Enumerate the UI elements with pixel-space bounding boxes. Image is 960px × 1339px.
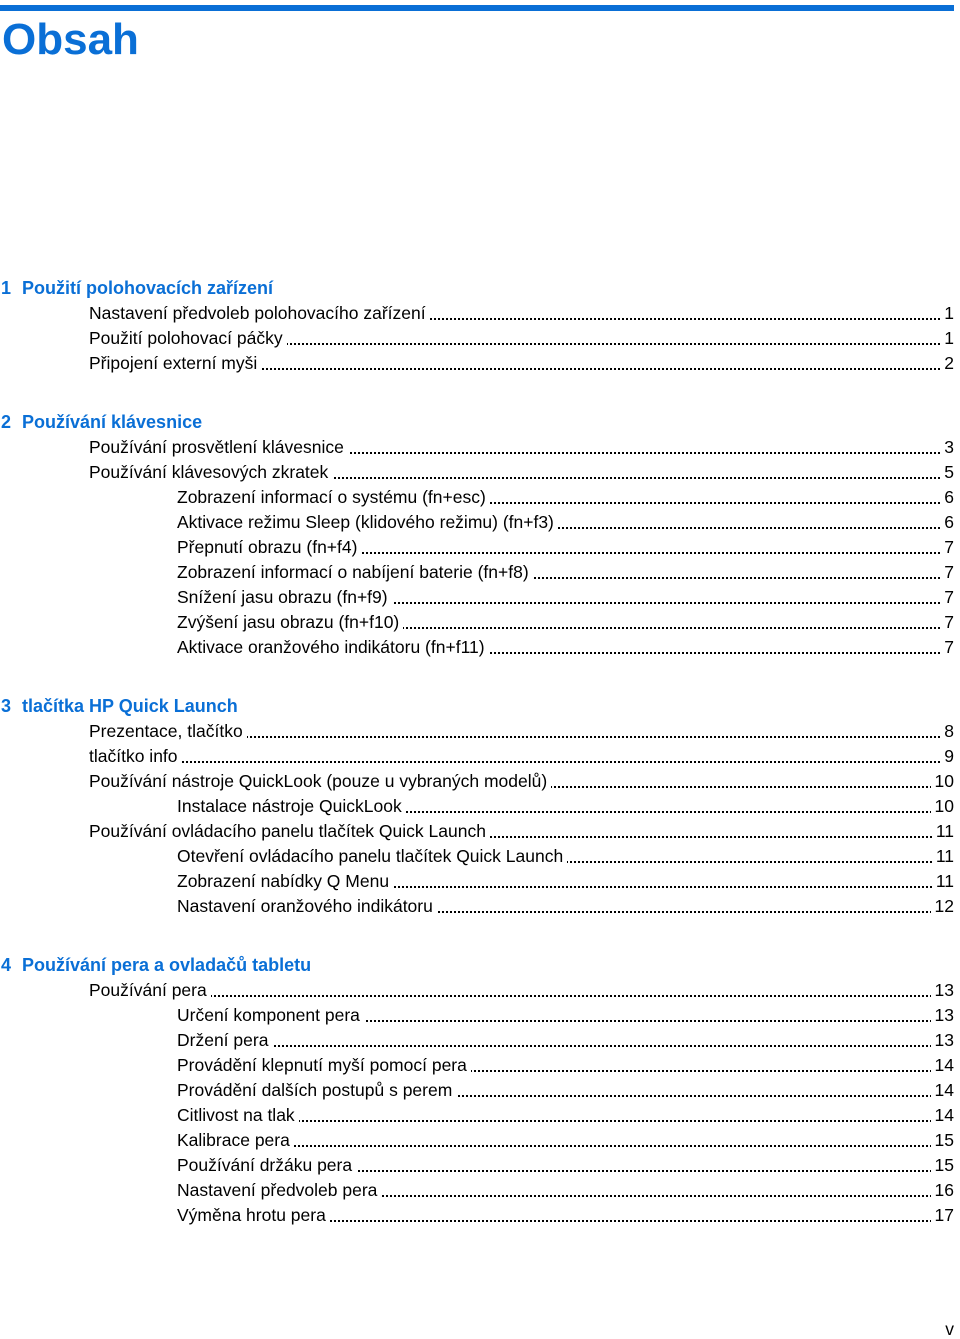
toc-entry-link[interactable] xyxy=(89,326,954,351)
toc-entry-title: Nastavení oranžového indikátoru xyxy=(177,894,437,919)
toc-entry-page: 5 xyxy=(940,460,954,485)
toc-entry-title: Snížení jasu obrazu (fn+f9) xyxy=(177,585,392,610)
toc-entry-title: Zobrazení informací o nabíjení baterie (fn+f8) xyxy=(177,560,533,585)
toc-chapter xyxy=(0,276,960,376)
toc-entry-title: Provádění dalších postupů s perem xyxy=(177,1078,456,1103)
toc-entry-link[interactable] xyxy=(177,894,954,919)
chapter-number: 2 xyxy=(1,412,12,432)
chapter-title: Použití polohovacích zařízení xyxy=(22,278,274,298)
toc-entry-title: Otevření ovládacího panelu tlačítek Quick Launch xyxy=(177,844,567,869)
toc-entry-page: 13 xyxy=(931,1028,954,1053)
toc-entry-title: Používání držáku pera xyxy=(177,1153,356,1178)
toc-entry-link[interactable] xyxy=(177,844,954,869)
toc-entry-title: Instalace nástroje QuickLook xyxy=(177,794,406,819)
toc-entry-title: Používání ovládacího panelu tlačítek Quick Launch xyxy=(89,819,490,844)
toc-entry-page: 12 xyxy=(931,894,954,919)
toc-entry-title: Držení pera xyxy=(177,1028,272,1053)
toc-entry-page: 13 xyxy=(931,978,954,1003)
toc-entry-title: Citlivost na tlak xyxy=(177,1103,299,1128)
toc-entry-page: 7 xyxy=(940,610,954,635)
toc-entry-title: Kalibrace pera xyxy=(177,1128,294,1153)
toc-entry-page: 14 xyxy=(931,1078,954,1103)
chapter-number: 1 xyxy=(1,278,12,298)
toc-entry-page: 14 xyxy=(931,1103,954,1128)
toc-entry-page: 13 xyxy=(931,1003,954,1028)
toc-entry-link[interactable] xyxy=(177,485,954,510)
toc-entry-link[interactable] xyxy=(177,585,954,610)
toc-entry-page: 11 xyxy=(932,819,954,844)
toc-entry-title: Aktivace režimu Sleep (klidového režimu) (fn+f3) xyxy=(177,510,558,535)
toc-entry-title: Určení komponent pera xyxy=(177,1003,364,1028)
toc-entry-link[interactable] xyxy=(177,1078,954,1103)
toc-entry-link[interactable] xyxy=(89,819,954,844)
toc-entry-link[interactable] xyxy=(89,460,954,485)
page-number: v xyxy=(945,1319,954,1339)
toc-entry-link[interactable] xyxy=(177,1128,954,1153)
toc-entry-title: Používání klávesových zkratek xyxy=(89,460,332,485)
toc-chapter xyxy=(0,410,960,660)
toc-entry-title: Provádění klepnutí myší pomocí pera xyxy=(177,1053,471,1078)
toc-entry-page: 15 xyxy=(931,1153,954,1178)
chapter-heading-link[interactable] xyxy=(0,694,960,719)
toc-entry-link[interactable] xyxy=(177,1028,954,1053)
toc-entry-title: Zvýšení jasu obrazu (fn+f10) xyxy=(177,610,403,635)
toc-entry-page: 9 xyxy=(940,744,954,769)
toc-entry-page: 14 xyxy=(931,1053,954,1078)
toc-entry-title: Používání nástroje QuickLook (pouze u vybraných modelů) xyxy=(89,769,551,794)
toc-entry-page: 10 xyxy=(931,769,954,794)
chapter-heading-link[interactable] xyxy=(0,410,960,435)
toc-entry-title: Nastavení předvoleb polohovacího zařízení xyxy=(89,301,430,326)
toc-entry-link[interactable] xyxy=(89,744,954,769)
chapter-number: 3 xyxy=(1,696,12,716)
toc-entry-title: Přepnutí obrazu (fn+f4) xyxy=(177,535,361,560)
toc-entry-page: 7 xyxy=(940,535,954,560)
chapter-heading-link[interactable] xyxy=(0,276,960,301)
toc-entry-link[interactable] xyxy=(177,560,954,585)
toc-entry-link[interactable] xyxy=(177,1103,954,1128)
toc-entry-page: 7 xyxy=(940,585,954,610)
toc-entry-link[interactable] xyxy=(89,301,954,326)
toc-entry-title: Nastavení předvoleb pera xyxy=(177,1178,381,1203)
toc-entry-page: 16 xyxy=(931,1178,954,1203)
toc-entry-page: 11 xyxy=(932,844,954,869)
toc-entry-link[interactable] xyxy=(177,1203,954,1228)
toc-entry-link[interactable] xyxy=(89,719,954,744)
toc-entry-link[interactable] xyxy=(177,535,954,560)
toc-entry-page: 17 xyxy=(931,1203,954,1228)
chapter-heading-link[interactable] xyxy=(0,953,960,978)
toc-chapter xyxy=(0,953,960,1228)
toc-entry-link[interactable] xyxy=(177,510,954,535)
toc-entry-link[interactable] xyxy=(177,635,954,660)
toc-entry-title: Zobrazení nabídky Q Menu xyxy=(177,869,393,894)
toc-entry-link[interactable] xyxy=(177,1053,954,1078)
toc-entry-title: Použití polohovací páčky xyxy=(89,326,287,351)
page-title: Obsah xyxy=(2,15,139,64)
toc-entry-page: 8 xyxy=(940,719,954,744)
toc-entry-title: Používání prosvětlení klávesnice xyxy=(89,435,348,460)
toc-entry-page: 1 xyxy=(940,301,954,326)
toc-entry-page: 7 xyxy=(940,635,954,660)
toc-entry-link[interactable] xyxy=(177,794,954,819)
toc-entry-page: 1 xyxy=(940,326,954,351)
toc-entry-link[interactable] xyxy=(89,978,954,1003)
toc-entry-title: Zobrazení informací o systému (fn+esc) xyxy=(177,485,490,510)
toc-entry-page: 11 xyxy=(932,869,954,894)
toc-entry-page: 3 xyxy=(940,435,954,460)
toc-entry-page: 15 xyxy=(931,1128,954,1153)
toc-entry-link[interactable] xyxy=(177,869,954,894)
toc-entry-link[interactable] xyxy=(177,1153,954,1178)
chapter-title: Používání pera a ovladačů tabletu xyxy=(22,955,312,975)
toc-entry-page: 6 xyxy=(940,510,954,535)
chapter-title: tlačítka HP Quick Launch xyxy=(22,696,238,716)
chapter-number: 4 xyxy=(1,955,12,975)
toc-entry-link[interactable] xyxy=(177,610,954,635)
toc-entry-page: 10 xyxy=(931,794,954,819)
toc-entry-link[interactable] xyxy=(89,435,954,460)
toc-entry-page: 6 xyxy=(940,485,954,510)
toc-entry-page: 2 xyxy=(940,351,954,376)
toc-entry-title: Připojení externí myši xyxy=(89,351,261,376)
header-rule xyxy=(0,5,954,11)
toc-entry-page: 7 xyxy=(940,560,954,585)
toc-entry-link[interactable] xyxy=(177,1003,954,1028)
toc-entry-link[interactable] xyxy=(89,769,954,794)
toc-entry-title: Výměna hrotu pera xyxy=(177,1203,330,1228)
toc-entry-title: Používání pera xyxy=(89,978,211,1003)
chapter-title: Používání klávesnice xyxy=(22,412,203,432)
toc-entry-title: Aktivace oranžového indikátoru (fn+f11) xyxy=(177,635,489,660)
toc-chapter xyxy=(0,694,960,919)
table-of-contents xyxy=(0,276,960,1262)
toc-entry-title: Prezentace, tlačítko xyxy=(89,719,247,744)
toc-entry-link[interactable] xyxy=(177,1178,954,1203)
toc-entry-title: tlačítko info xyxy=(89,744,182,769)
toc-entry-link[interactable] xyxy=(89,351,954,376)
